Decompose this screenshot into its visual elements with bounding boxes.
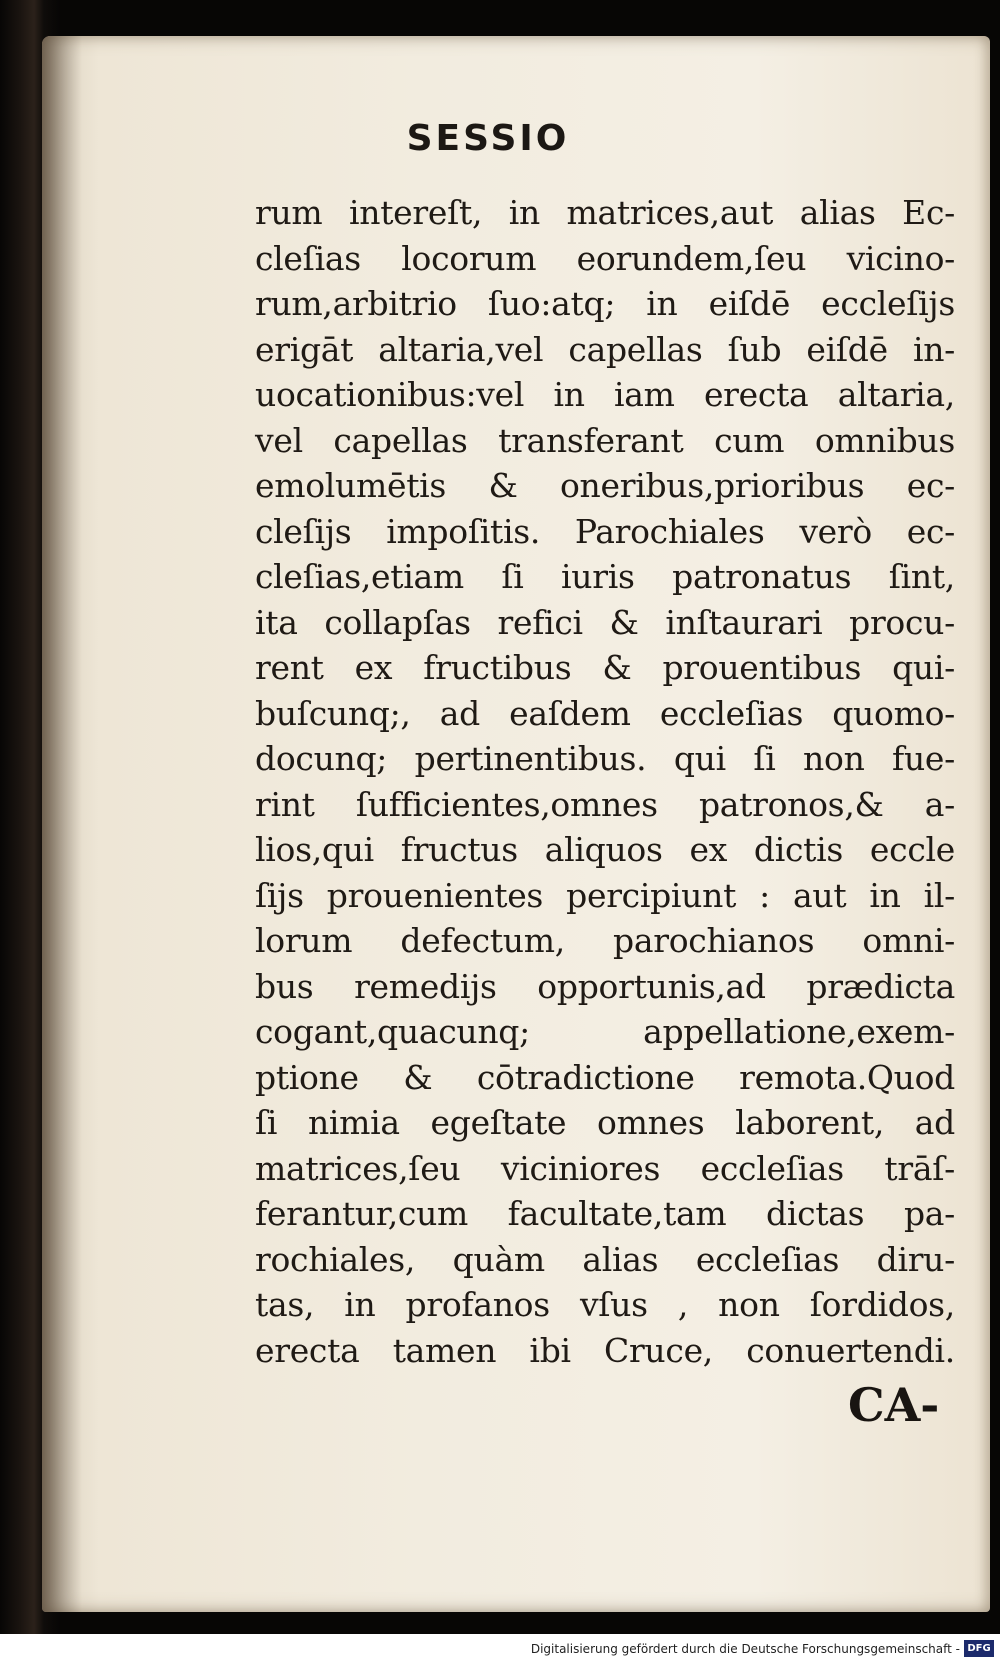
text-line: cleſias locorum eorundem,ſeu vicino- bbox=[255, 238, 955, 278]
text-line: rum,arbitrio ſuo:atq; in eiſdē eccleſijs bbox=[255, 284, 955, 323]
text-line: vel capellas transferant cum omnibus bbox=[255, 420, 955, 460]
body-text bbox=[255, 190, 955, 1373]
text-line: uocationibus:vel in iam erecta altaria, bbox=[255, 375, 955, 414]
text-line: rochiales, quàm alias eccleſias diru- bbox=[255, 1239, 955, 1279]
text-line: cleſijs impoſitis. Parochiales verò ec- bbox=[255, 511, 955, 551]
running-head: SESSIO bbox=[406, 118, 570, 159]
footer-credit: Digitalisierung gefördert durch die Deutsche Forschungsgemeinschaft - bbox=[530, 1642, 960, 1656]
text-line: erigāt altaria,vel capellas ſub eiſdē in- bbox=[255, 329, 955, 369]
text-line: lorum defectum, parochianos omni- bbox=[255, 921, 955, 960]
page-gutter-shadow bbox=[42, 36, 82, 1612]
text-line: emolumētis & oneribus,prioribus ec- bbox=[255, 466, 955, 505]
text-line: tas, in profanos vſus , non ſordidos, bbox=[255, 1285, 955, 1324]
text-line: rint ſufficientes,omnes patronos,& a- bbox=[255, 784, 955, 824]
text-line: cleſias,etiam ſi iuris patronatus ſint, bbox=[255, 557, 955, 596]
text-line: ferantur,cum facultate,tam dictas pa- bbox=[255, 1194, 955, 1233]
text-line: rent ex fructibus & prouentibus qui- bbox=[255, 648, 955, 687]
text-line: ptione & cōtradictione remota.Quod bbox=[255, 1057, 955, 1097]
footer-bar bbox=[0, 1634, 1000, 1660]
text-line: lios,qui fructus aliquos ex dictis eccle bbox=[255, 830, 955, 869]
text-line: erecta tamen ibi Cruce, conuertendi. bbox=[255, 1330, 955, 1370]
text-line: ita collapſas refici & inſtaurari procu- bbox=[255, 602, 955, 642]
text-line: cogant,quacunq; appellatione,exem- bbox=[255, 1012, 955, 1051]
catchword: CA- bbox=[848, 1378, 940, 1432]
text-line: buſcunq;, ad eaſdem eccleſias quomo- bbox=[255, 693, 955, 733]
text-line: rum intereſt, in matrices,aut alias Ec- bbox=[255, 193, 955, 232]
text-line: matrices,ſeu viciniores eccleſias trāſ- bbox=[255, 1148, 955, 1188]
dfg-logo: DFG bbox=[964, 1640, 994, 1657]
text-line: ſi nimia egeſtate omnes laborent, ad bbox=[255, 1103, 955, 1142]
text-line: bus remedijs opportunis,ad prædicta bbox=[255, 966, 955, 1006]
text-line: docunq; pertinentibus. qui ſi non fue- bbox=[255, 739, 955, 778]
text-line: ſijs prouenientes percipiunt : aut in il- bbox=[255, 875, 955, 915]
